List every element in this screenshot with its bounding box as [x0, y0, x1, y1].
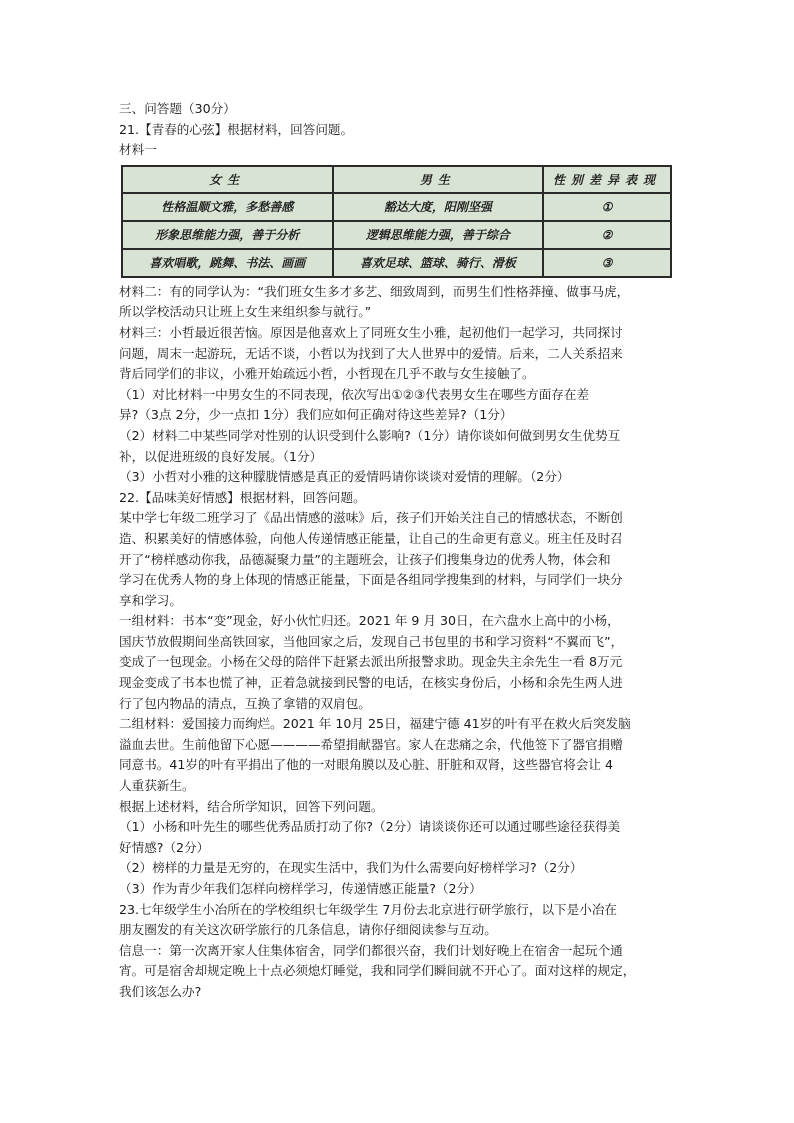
table-cell: 喜欢足球、篮球、骑行、滑板	[333, 249, 544, 277]
q23-line: 朋友圈发的有关这次研学旅行的几条信息，请你仔细阅读参与互动。	[119, 922, 497, 938]
q22-question-line: （1）小杨和叶先生的哪些优秀品质打动了你?（2分）请谈谈你还可以通过哪些途径获得美	[119, 819, 621, 835]
group-1-line: 现金变成了书本也慌了神，正着急就接到民警的电话，在核实身份后，小杨和余先生两人进	[119, 675, 623, 691]
material-3-line: 材料三：小哲最近很苦恼。原因是他喜欢上了同班女生小雅，起初他们一起学习，共同探讨	[119, 324, 623, 340]
group-1-line: 变成了一包现金。小杨在父母的陪伴下赶紧去派出所报警求助。现金失主余先生一看 8万元	[119, 654, 623, 670]
q23-line: 23.七年级学生小冶所在的学校组织七年级学生 7月份去北京进行研学旅行，以下是小冶在	[119, 901, 618, 917]
q22-intro-line: 学习在优秀人物的身上体现的情感正能量，下面是各组同学搜集到的材料，与同学们一块分	[119, 572, 623, 588]
q22-prompt: 根据上述材料，结合所学知识，回答下列问题。	[119, 798, 384, 814]
table-cell: ①	[543, 193, 671, 221]
header-female: 女生	[122, 166, 333, 193]
group-2-line: 溢血去世。生前他留下心愿————希望捐献器官。家人在悲痛之余，代他签下了器官捐赠	[119, 736, 623, 752]
material-2-line: 所以学校活动只让班上女生来组织参与就行。”	[119, 304, 372, 320]
q21-question-line: 异?（3点 2分，少一点扣 1分）我们应如何正确对待这些差异?（1分）	[119, 407, 513, 423]
table-cell: 豁达大度，阳刚坚强	[333, 193, 544, 221]
q22-intro-line: 开了“榜样感动你我，品德凝聚力量”的主题班会，让孩子们搜集身边的优秀人物，体会和	[119, 551, 611, 567]
table-row	[122, 193, 671, 221]
group-2-line: 人重获新生。	[119, 778, 195, 794]
q21-question-line: （2）材料二中某些同学对性别的认识受到什么影响?（1分）请你谈如何做到男女生优势互	[119, 427, 621, 443]
material-3-line: 问题，周末一起游玩，无话不谈，小哲以为找到了大人世界中的爱情。后来，二人关系招来	[119, 345, 623, 361]
q22-intro-line: 某中学七年级二班学习了《品出情感的滋味》后，孩子们开始关注自己的情感状态，不断创	[119, 510, 623, 526]
q22-intro-line: 造、积累美好的情感体验，向他人传递情感正能量，让自己的生命更有意义。班主任及时召	[119, 530, 623, 546]
q22-title: 22.【品味美好情感】根据材料，回答问题。	[119, 489, 366, 505]
table-cell: 形象思维能力强，善于分析	[122, 221, 333, 249]
group-1-line: 国庆节放假期间坐高铁回家，当他回家之后，发现自己书包里的书和学习资料“不翼而飞”，	[119, 633, 624, 649]
table-header-row	[122, 166, 671, 193]
section-title: 三、问答题（30分）	[119, 101, 236, 116]
q23-line: 我们该怎么办?	[119, 983, 202, 999]
q22-question-line: （3）作为青少年我们怎样向榜样学习，传递情感正能量?（2分）	[119, 881, 482, 896]
table-cell: ②	[543, 221, 671, 249]
table-row	[122, 249, 671, 277]
q23-line: 信息一：第一次离开家人住集体宿舍，同学们都很兴奋，我们计划好晚上在宿舍一起玩个通	[119, 942, 623, 958]
q23-line: 宵。可是宿舍却规定晚上十点必须熄灯睡觉，我和同学们瞬间就不开心了。面对这样的规定，	[119, 963, 636, 979]
q21-question-line: （3）小哲对小雅的这种朦胧情感是真正的爱情吗请你谈谈对爱情的理解。（2分）	[119, 469, 570, 485]
table-cell: 喜欢唱歌，跳舞、书法、画画	[122, 249, 333, 277]
q22-intro-line: 享和学习。	[119, 592, 182, 608]
group-1-line: 一组材料：书本“变”现金，好小伙忙归还。2021 年 9 月 30日，在六盘水上高中的小杨，	[119, 613, 620, 629]
table-cell: ③	[543, 249, 671, 277]
q22-question-line: （2）榜样的力量是无穷的，在现实生活中，我们为什么需要向好榜样学习?（2分）	[119, 860, 583, 876]
group-2-line: 二组材料：爱国接力而绚烂。2021 年 10月 25日，福建宁德 41岁的叶有平在救火后突发脑	[119, 716, 631, 732]
q22-question-line: 好情感?（2分）	[119, 839, 210, 855]
material-1-label: 材料一	[119, 142, 157, 158]
q21-question-line: 补，以促进班级的良好发展。（1分）	[119, 448, 323, 464]
table-cell: 逻辑思维能力强，善于综合	[333, 221, 544, 249]
gender-comparison-table	[121, 165, 672, 278]
table-row	[122, 221, 671, 249]
q21-title: 21.【青春的心弦】根据材料，回答问题。	[119, 121, 354, 137]
material-3-line: 背后同学们的非议，小雅开始疏远小哲，小哲现在几乎不敢与女生接触了。	[119, 366, 535, 382]
header-difference: 性别差异表现	[543, 166, 671, 193]
table-cell: 性格温顺文雅，多愁善感	[122, 193, 333, 221]
header-male: 男生	[333, 166, 544, 193]
q21-question-line: （1）对比材料一中男女生的不同表现，依次写出①②③代表男女生在哪些方面存在差	[119, 386, 590, 402]
group-1-line: 行了包内物品的清点，互换了拿错的双肩包。	[119, 695, 371, 711]
material-2-line: 材料二：有的同学认为：“我们班女生多才多艺、细致周到，而男生们性格莽撞、做事马虎，	[119, 283, 630, 299]
worksheet-page	[119, 99, 679, 1003]
group-2-line: 同意书。41岁的叶有平捐出了他的一对眼角膜以及心脏、肝脏和双肾，这些器官将会让 4	[119, 757, 614, 773]
